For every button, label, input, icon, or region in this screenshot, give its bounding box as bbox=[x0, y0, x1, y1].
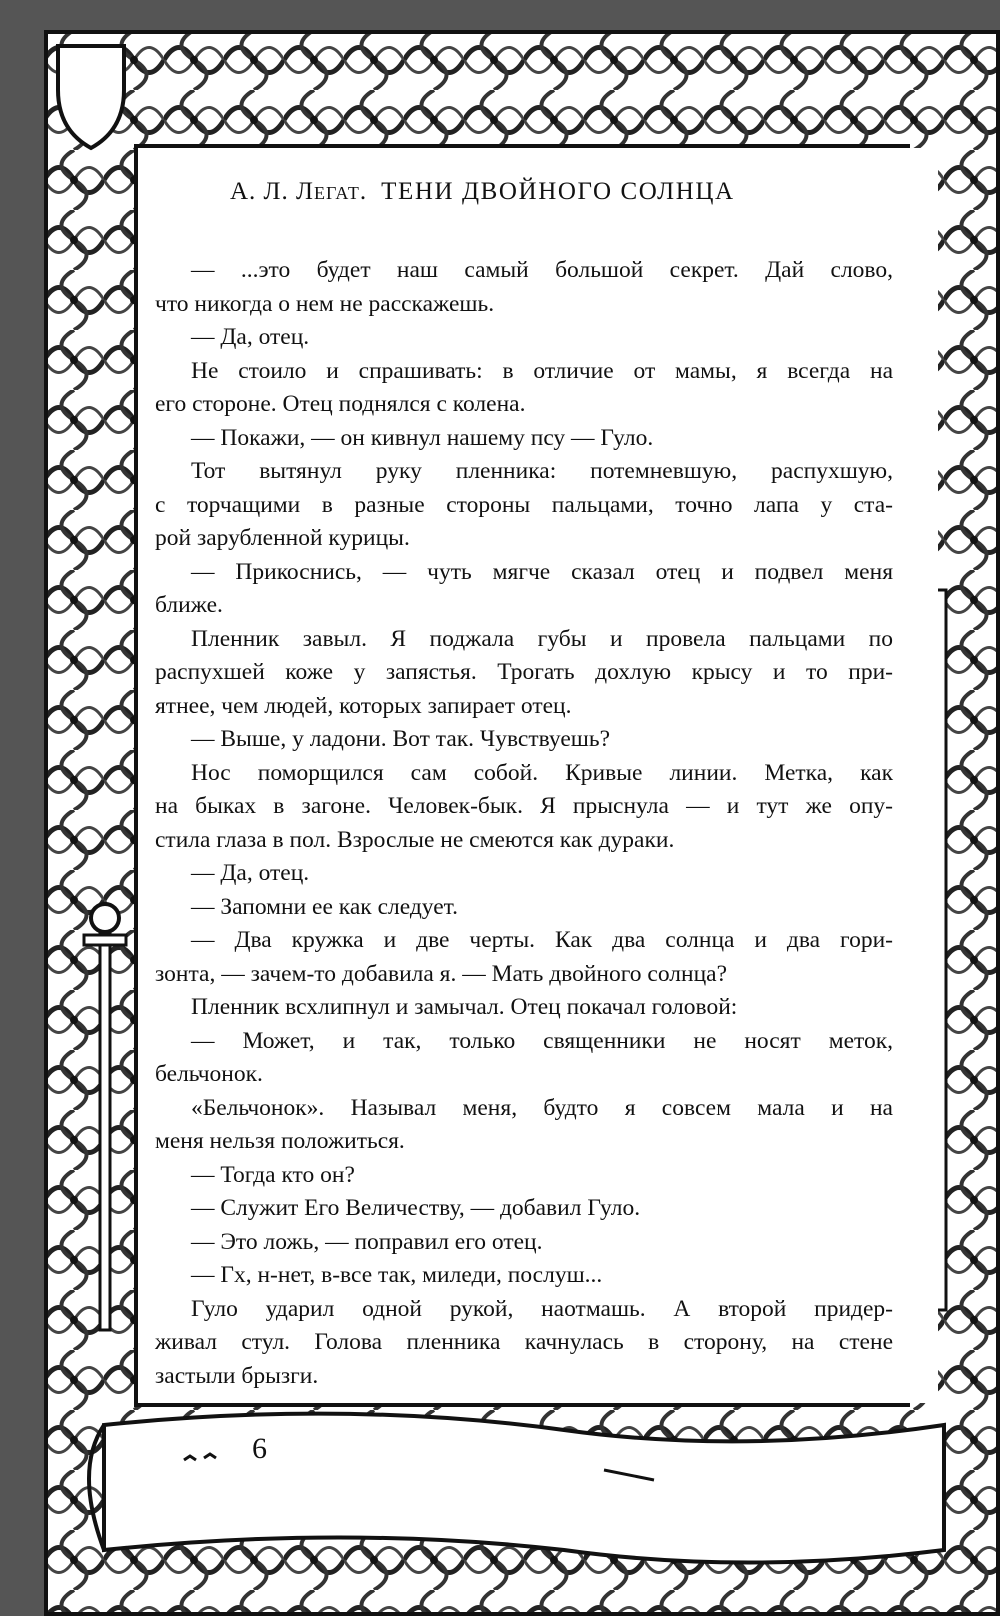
text-line: с торчащими в разные стороны пальцами, точно лапа у ста- bbox=[155, 491, 893, 518]
text-line: — Да, отец. bbox=[191, 324, 310, 350]
text-line: — Два кружка и две черты. Как два солнца и два гори- bbox=[191, 927, 893, 953]
text-line: — Прикоснись, — чуть мягче сказал отец и подвел меня bbox=[191, 558, 893, 585]
text-line: распухшей коже у запястья. Трогать дохлую крысу и то при- bbox=[155, 659, 893, 685]
text-line: что никогда о нем не расскажешь. bbox=[155, 290, 495, 317]
text-line: — Выше, у ладони. Вот так. Чувствуешь? bbox=[191, 726, 611, 752]
text-line: Гуло ударил одной рукой, наотмашь. А второй придер- bbox=[191, 1295, 893, 1322]
text-line: бельчонок. bbox=[155, 1061, 263, 1087]
text-line: Пленник всхлипнул и замычал. Отец покачал головой: bbox=[191, 994, 738, 1020]
text-line: Не стоило и спрашивать: в отличие от мамы, я всегда на bbox=[191, 357, 893, 384]
text-line: — Служит Его Величеству, — добавил Гуло. bbox=[191, 1195, 641, 1221]
text-line: «Бельчонок». Называл меня, будто я совсем мала и на bbox=[191, 1094, 893, 1121]
page-number: 6 bbox=[252, 1432, 267, 1465]
running-head-title: ТЕНИ ДВОЙНОГО СОЛНЦА bbox=[381, 178, 735, 205]
text-line: — Покажи, — он кивнул нашему псу — Гуло. bbox=[191, 424, 654, 451]
text-line: застыли брызги. bbox=[155, 1362, 319, 1389]
text-line: рой зарубленной курицы. bbox=[155, 525, 410, 551]
text-line: — Тогда кто он? bbox=[191, 1161, 355, 1188]
text-line: — Гх, н-нет, в-все так, миледи, послуш... bbox=[191, 1262, 603, 1288]
text-line: ятнее, чем людей, которых запирает отец. bbox=[155, 692, 572, 719]
text-line: живал стул. Голова пленника качнулась в сторону, на стене bbox=[155, 1329, 893, 1355]
text-line: Пленник завыл. Я поджала губы и провела пальцами по bbox=[191, 625, 893, 652]
running-head-author: А. Л. Легат. bbox=[230, 178, 368, 205]
text-line: стила глаза в пол. Взрослые не смеются как дураки. bbox=[155, 826, 675, 853]
text-line: — Может, и так, только священники не носят меток, bbox=[191, 1027, 893, 1054]
text-line: зонта, — зачем-то добавила я. — Мать двойного солнца? bbox=[155, 960, 728, 987]
text-line: меня нельзя положиться. bbox=[155, 1128, 405, 1154]
text-line: — Запомни ее как следует. bbox=[191, 893, 459, 920]
text-line: — ...это будет наш самый большой секрет. Дай слово, bbox=[191, 257, 893, 283]
text-line: его стороне. Отец поднялся с колена. bbox=[155, 391, 526, 417]
text-line: ближе. bbox=[155, 592, 223, 618]
text-line: — Это ложь, — поправил его отец. bbox=[191, 1228, 543, 1255]
text-line: — Да, отец. bbox=[191, 860, 310, 886]
text-line: на быках в загоне. Человек-бык. Я прыснула — и тут же опу- bbox=[155, 793, 893, 819]
running-head bbox=[230, 178, 830, 206]
text-line: Тот вытянул руку пленника: потемневшую, распухшую, bbox=[191, 458, 893, 484]
text-line: Нос поморщился сам собой. Кривые линии. Метка, как bbox=[191, 759, 893, 786]
body-text bbox=[155, 254, 893, 1393]
